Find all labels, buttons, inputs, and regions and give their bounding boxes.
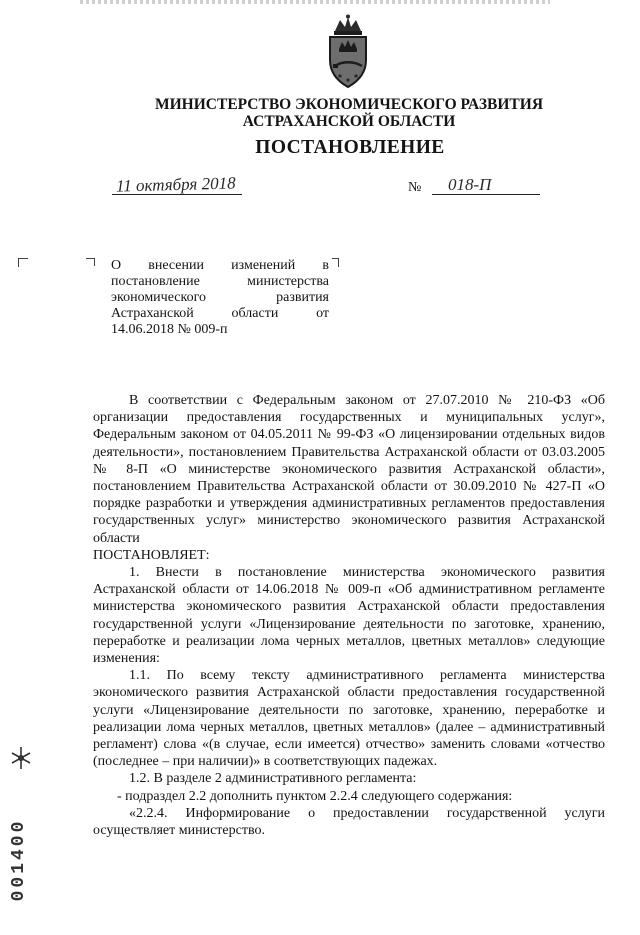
coat-of-arms-emblem-icon: [318, 14, 378, 90]
document-type-title: ПОСТАНОВЛЕНИЕ: [255, 137, 445, 158]
subject-corner-mark: [86, 258, 95, 266]
subject-line: экономического развития: [111, 290, 329, 305]
body-paragraph: - подраздел 2.2 дополнить пунктом 2.2.4 следующего содержания:: [117, 788, 513, 804]
resolution-heading: ПОСТАНОВЛЯЕТ:: [93, 547, 210, 563]
body-paragraph: 1.2. В разделе 2 административного регламента:: [129, 771, 417, 787]
subject-line: Астраханской области от: [111, 306, 329, 321]
serial-number: 001400: [9, 818, 29, 902]
subject-corner-mark: [332, 258, 339, 267]
ministry-name: [150, 96, 548, 130]
document-subject: [111, 258, 329, 338]
ministry-name-line-2: АСТРАХАНСКОЙ ОБЛАСТИ: [242, 113, 456, 130]
document-body: [93, 392, 605, 839]
document-number: 018-П: [448, 175, 492, 194]
body-paragraph: В соответствии с Федеральным законом от 27.07.2010 № 210-ФЗ «Об организации предоставления государственных и муниципальных услуг», Федеральным законом от 04.05.2011 № 99-ФЗ «О лицензировании отдельных видов деятельности», постановлением Правительства Астраханской области от 03.03.2005 № 8-П «О министерстве экономического развития Астраханской области», постановлением Правительства Астраханской области от 30.09.2010 № 427-П «О порядке разработки и утверждения административных регламентов предоставления государственных услуг» министерство экономического развития Астраханской области: [93, 393, 605, 546]
body-paragraph: 1. Внести в постановление министерства экономического развития Астраханской области от 14.06.2018 № 009-п «Об административном регламенте министерства экономического развития Астраханской области предоставления государственной услуги «Лицензирование деятельности по заготовке, хранению, переработке и реализации лома черных металлов, цветных металлов» следующие изменения:: [93, 565, 605, 667]
scan-artifact-top: [80, 0, 550, 4]
subject-line: 14.06.2018 № 009-п: [111, 322, 228, 337]
subject-line: О внесении изменений в: [111, 258, 329, 273]
subject-line: постановление министерства: [111, 274, 329, 289]
asterisk-stamp-icon: [10, 744, 32, 772]
ministry-name-line-1: МИНИСТЕРСТВО ЭКОНОМИЧЕСКОГО РАЗВИТИЯ: [154, 96, 544, 113]
body-paragraph: 1.1. По всему тексту административного регламента министерства экономического развития Астраханской области предоставления государственной услуги «Лицензирование деятельности по заготовке, хранению, переработке и реализации лома черных металлов, цветных металлов» (далее – административный регламент) слова «(в случае, если имеется) отчество» заменить словами «отчество (последнее – при наличии)» в соответствующих падежах.: [93, 668, 605, 770]
document-date: 11 октября 2018: [115, 173, 236, 196]
document-number-label: №: [408, 180, 422, 195]
body-paragraph: «2.2.4. Информирование о предоставлении государственной услуги осуществляет министерство.: [93, 805, 605, 839]
subject-corner-mark: [18, 258, 28, 267]
side-serial-mark: [6, 744, 36, 900]
